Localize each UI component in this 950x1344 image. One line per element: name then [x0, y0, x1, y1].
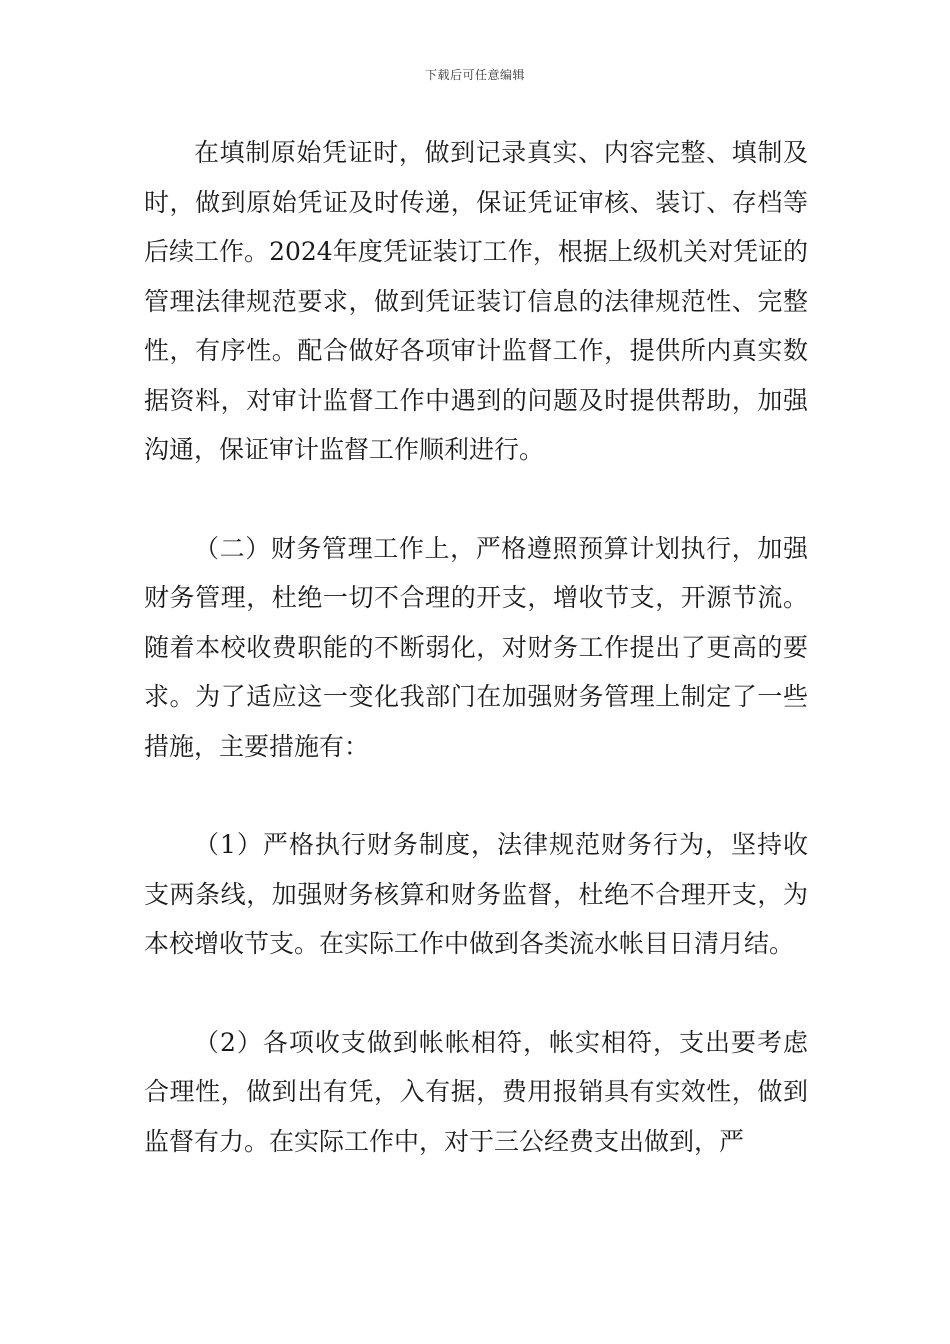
- page-header: 下载后可任意编辑: [424, 68, 525, 82]
- paragraph-financial-management: （二）财务管理工作上，严格遵照预算计划执行，加强财务管理，杜绝一切不合理的开支，增收节支，开源节流。随着本校收费职能的不断弱化，对财务工作提出了更高的要求。为了适应这一变化我部门在加强财务管理上制定了一些措施，主要措施有：: [144, 533, 808, 761]
- paragraph-measure-2: （2）各项收支做到帐帐相符，帐实相符，支出要考虑合理性，做到出有凭，入有据，费用报销具有实效性，做到监督有力。在实际工作中，对于三公经费支出做到，严: [144, 1027, 808, 1156]
- document-body: [144, 128, 808, 1166]
- paragraph-measure-1: （1）严格执行财务制度，法律规范财务行为，坚持收支两条线，加强财务核算和财务监督，杜绝不合理开支，为本校增收节支。在实际工作中做到各类流水帐目日清月结。: [144, 830, 808, 958]
- paragraph-voucher-work: 在填制原始凭证时，做到记录真实、内容完整、填制及时，做到原始凭证及时传递，保证凭证审核、装订、存档等后续工作。2024年度凭证装订工作，根据上级机关对凭证的管理法律规范要求，做到凭证装订信息的法律规范性、完整性，有序性。配合做好各项审计监督工作，提供所内真实数据资料，对审计监督工作中遇到的问题及时提供帮助，加强沟通，保证审计监督工作顺利进行。: [144, 138, 808, 464]
